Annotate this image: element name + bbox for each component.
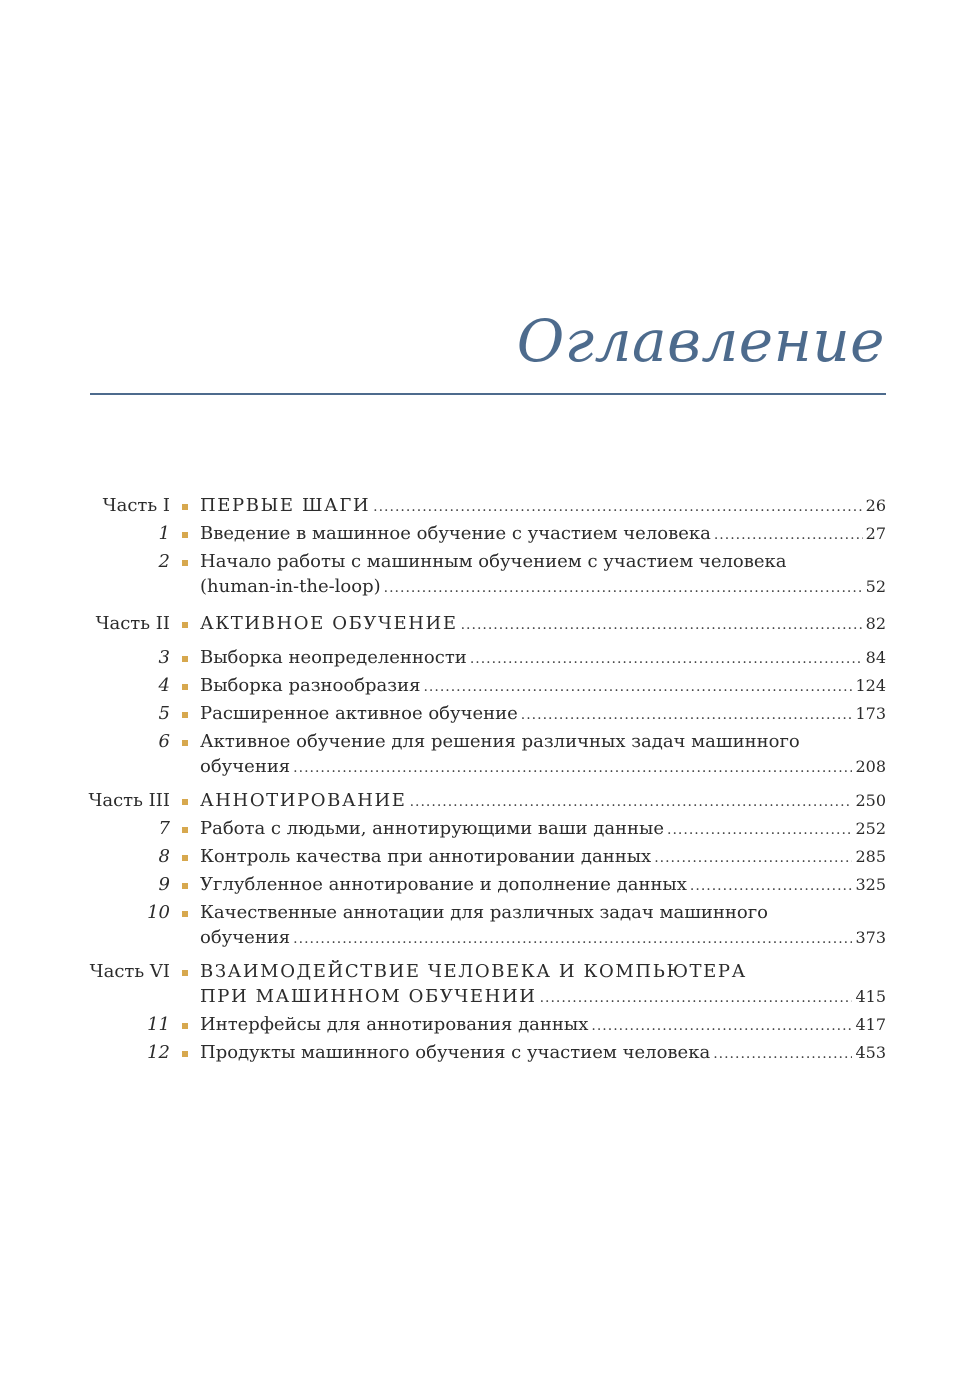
toc-chapter-title: Работа с людьми, аннотирующими ваши данные [200, 818, 665, 839]
toc-chapter-title: Введение в машинное обучение с участием человека [200, 523, 711, 544]
toc-chapter-12[interactable] [0, 1041, 975, 1069]
toc-chapter-number: 7 [158, 818, 170, 839]
toc-chapter-9[interactable] [0, 873, 975, 901]
toc-chapter-number: 9 [158, 874, 170, 895]
toc-chapter-number: 1 [158, 523, 170, 544]
toc-part-1[interactable] [0, 494, 975, 522]
toc-chapter-number: 4 [158, 675, 170, 696]
title-rule [90, 393, 886, 395]
bullet-icon [182, 827, 188, 833]
toc-chapter-number: 2 [158, 551, 170, 572]
toc-chapter-5[interactable] [0, 702, 975, 730]
dot-leader [461, 613, 863, 637]
toc-chapter-title-cont: обучения [200, 927, 291, 948]
bullet-icon [182, 1051, 188, 1057]
dot-leader [690, 874, 853, 898]
toc-page-number: 285 [855, 847, 886, 866]
toc-page-number: 84 [865, 648, 886, 667]
bullet-icon [182, 911, 188, 917]
bullet-icon [182, 855, 188, 861]
toc-page-number: 26 [865, 496, 886, 515]
dot-leader [470, 647, 863, 671]
bullet-icon [182, 532, 188, 538]
toc-part-title: АННОТИРОВАНИЕ [200, 790, 407, 811]
page-title: Оглавление [516, 307, 885, 375]
toc-chapter-title: Контроль качества при аннотировании данных [200, 846, 652, 867]
bullet-icon [182, 504, 188, 510]
bullet-icon [182, 970, 188, 976]
toc-chapter-number: 12 [147, 1042, 170, 1063]
toc-page-number: 373 [855, 928, 886, 947]
toc-part-2[interactable] [0, 612, 975, 640]
toc-part-title: АКТИВНОЕ ОБУЧЕНИЕ [200, 613, 458, 634]
toc-chapter-1[interactable] [0, 522, 975, 550]
bullet-icon [182, 740, 188, 746]
toc-chapter-title: Качественные аннотации для различных задач машинного [200, 902, 769, 923]
toc-chapter-4[interactable] [0, 674, 975, 702]
toc-chapter-number: 10 [147, 902, 170, 923]
toc-part-label: Часть I [102, 495, 170, 516]
dot-leader [540, 986, 853, 1010]
bullet-icon [182, 622, 188, 628]
toc-page-number: 415 [855, 987, 886, 1006]
dot-leader [410, 790, 853, 814]
dot-leader [714, 523, 863, 547]
toc-page-number: 325 [855, 875, 886, 894]
dot-leader [293, 756, 852, 780]
toc-chapter-number: 8 [158, 846, 170, 867]
dot-leader [423, 675, 852, 699]
dot-leader [667, 818, 852, 842]
bullet-icon [182, 883, 188, 889]
toc-page-number: 27 [865, 524, 886, 543]
dot-leader [373, 495, 863, 519]
toc-chapter-number: 5 [158, 703, 170, 724]
toc-part-label: Часть VI [89, 961, 170, 982]
toc-part-label: Часть III [88, 790, 170, 811]
toc-chapter-title: Интерфейсы для аннотирования данных [200, 1014, 589, 1035]
toc-page-number: 252 [855, 819, 886, 838]
bullet-icon [182, 799, 188, 805]
dot-leader [654, 846, 852, 870]
toc-part-label: Часть II [95, 613, 170, 634]
table-of-contents [0, 494, 975, 1069]
toc-chapter-title: Начало работы с машинным обучением с участием человека [200, 551, 787, 572]
dot-leader [521, 703, 853, 727]
toc-part-6[interactable] [0, 960, 975, 1013]
toc-chapter-title-cont: обучения [200, 756, 291, 777]
toc-chapter-number: 11 [147, 1014, 170, 1035]
bullet-icon [182, 712, 188, 718]
bullet-icon [182, 560, 188, 566]
toc-chapter-title: Углубленное аннотирование и дополнение данных [200, 874, 687, 895]
toc-chapter-number: 6 [158, 731, 170, 752]
toc-part-title: ВЗАИМОДЕЙСТВИЕ ЧЕЛОВЕКА И КОМПЬЮТЕРА [200, 961, 747, 982]
toc-chapter-title: Продукты машинного обучения с участием человека [200, 1042, 711, 1063]
dot-leader [591, 1014, 852, 1038]
toc-page-number: 124 [855, 676, 886, 695]
toc-chapter-title: Выборка разнообразия [200, 675, 421, 696]
toc-page-number: 417 [855, 1015, 886, 1034]
toc-page-number: 82 [865, 614, 886, 633]
toc-page-number: 453 [855, 1043, 886, 1062]
toc-chapter-6[interactable] [0, 730, 975, 783]
bullet-icon [182, 684, 188, 690]
toc-chapter-7[interactable] [0, 817, 975, 845]
toc-page-number: 208 [855, 757, 886, 776]
toc-chapter-title: Расширенное активное обучение [200, 703, 518, 724]
dot-leader [293, 927, 852, 951]
toc-chapter-title: Активное обучение для решения различных задач машинного [200, 731, 800, 752]
toc-part-3[interactable] [0, 789, 975, 817]
toc-chapter-title-cont: (human-in-the-loop) [200, 576, 381, 597]
toc-chapter-11[interactable] [0, 1013, 975, 1041]
toc-part-title-cont: ПРИ МАШИННОМ ОБУЧЕНИИ [200, 986, 537, 1007]
toc-chapter-2[interactable] [0, 550, 975, 603]
toc-chapter-8[interactable] [0, 845, 975, 873]
toc-chapter-number: 3 [158, 647, 170, 668]
toc-page-number: 173 [855, 704, 886, 723]
bullet-icon [182, 656, 188, 662]
dot-leader [384, 576, 863, 600]
toc-chapter-title: Выборка неопределенности [200, 647, 467, 668]
toc-chapter-3[interactable] [0, 646, 975, 674]
toc-page-number: 250 [855, 791, 886, 810]
toc-part-title: ПЕРВЫЕ ШАГИ [200, 495, 371, 516]
bullet-icon [182, 1023, 188, 1029]
toc-chapter-10[interactable] [0, 901, 975, 954]
toc-page-number: 52 [865, 577, 886, 596]
dot-leader [713, 1042, 852, 1066]
